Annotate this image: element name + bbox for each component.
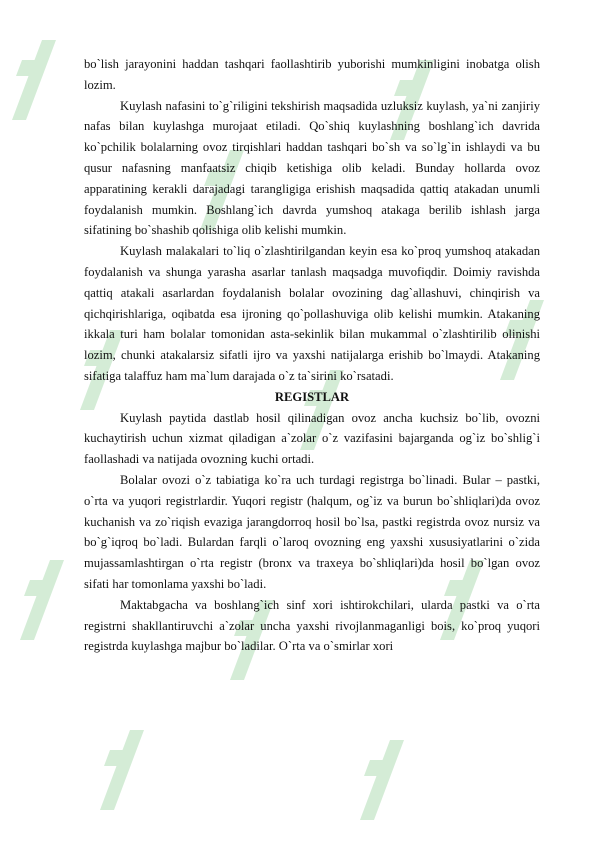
paragraph: Maktabgacha va boshlang`ich sinf xori ishtirokchilari, ularda pastki va o`rta registrni shakllantiruvchi a`zolar uncha yaxshi rivojlanmaganligi bois, ko`proq yuqori registrda kuylashga majbur bo`ladilar. O`rta va o`smirlar xori [84,597,540,654]
paragraph: Kuylash nafasini to`g`riligini tekshirish maqsadida uzluksiz kuylash, ya`ni zanjiriy nafas bilan kuylashga murojaat etiladi. Qo`shiq kuylashning boshlang`ich davrida ko`pchilik bolalarning ovoz tirqishlari haddan tashqari bo`sh va so`lg`in ishlaydi va bu qusur nafasning manfaatsiz chiqib ketishiga olib keladi. Bunday hollarda ovoz apparatining kerakli darajadagi tarangligiga erishish maqsadida qattiq atakadan unumli foydalanish mumkin. Boshlang`ich davrda yumshoq atakaga berilib ishlash jarga sifatining bo`shashib qolishiga olib kelishi mumkin. [84,98,540,238]
watermark-logo-icon [100,730,144,810]
paragraph: Bolalar ovozi o`z tabiatiga ko`ra uch turdagi registrga bo`linadi. Bular – pastki, o`rta va yuqori registrlardir. Yuqori registr (halqum, og`iz va burun bo`shliqlari)da ovoz kuchanish va zo`riqish evaziga jarangdorroq hosil bo`lsa, pastki registrda ovoz nursiz va bo`g`iqroq bo`ladi. Bulardan farqli o`laroq ovozning eng yaxshi xususiyatlarini o`zida mujassamlashtirgan o`rta registr (bronx va traxeya bo`shliqlari)da hosil bo`lgan ovoz sifati har tomonlama yaxshi bo`ladi. [84,472,540,591]
watermark-logo-icon [360,740,404,820]
document-body [84,54,540,657]
paragraph-continuation: bo`lish jarayonini haddan tashqari faollashtirib yuborishi mumkinligini inobatga olish lozim. [84,57,540,92]
watermark-logo-icon [20,560,64,640]
section-heading: REGISTLAR [274,389,350,404]
paragraph: Kuylash malakalari to`liq o`zlashtirilgandan keyin esa ko`proq yumshoq atakadan foydalanish va shunga yarasha asarlar tanlash maqsadga muvofiqdir. Doimiy ravishda qattiq atakali asarlardan foydalanish bolalar ovozining dag`allashuvi, chinqirish va qichqirishlariga, oqibatda esa ijroning qo`pollashuviga olib kelishi mumkin. Atakaning ikkala turi ham bolalar tomonidan asta-sekinlik bilan mukammal o`zlashtirilib olinishi lozim, chunki atakalarsiz sifatli ijro va yaxshi natijalarga erishib bo`lmaydi. Atakaning sifatiga talaffuz ham ma`lum darajada o`z ta`sirini ko`rsatadi. [84,244,540,383]
paragraph: Kuylash paytida dastlab hosil qilinadigan ovoz ancha kuchsiz bo`lib, ovozni kuchaytirish uchun xizmat qiladigan a`zolar o`z vazifasini bajarganda og`iz bo`shlig`i faollashadi va natijada ovozning kuchi ortadi. [84,410,540,467]
watermark-logo-icon [12,40,56,120]
